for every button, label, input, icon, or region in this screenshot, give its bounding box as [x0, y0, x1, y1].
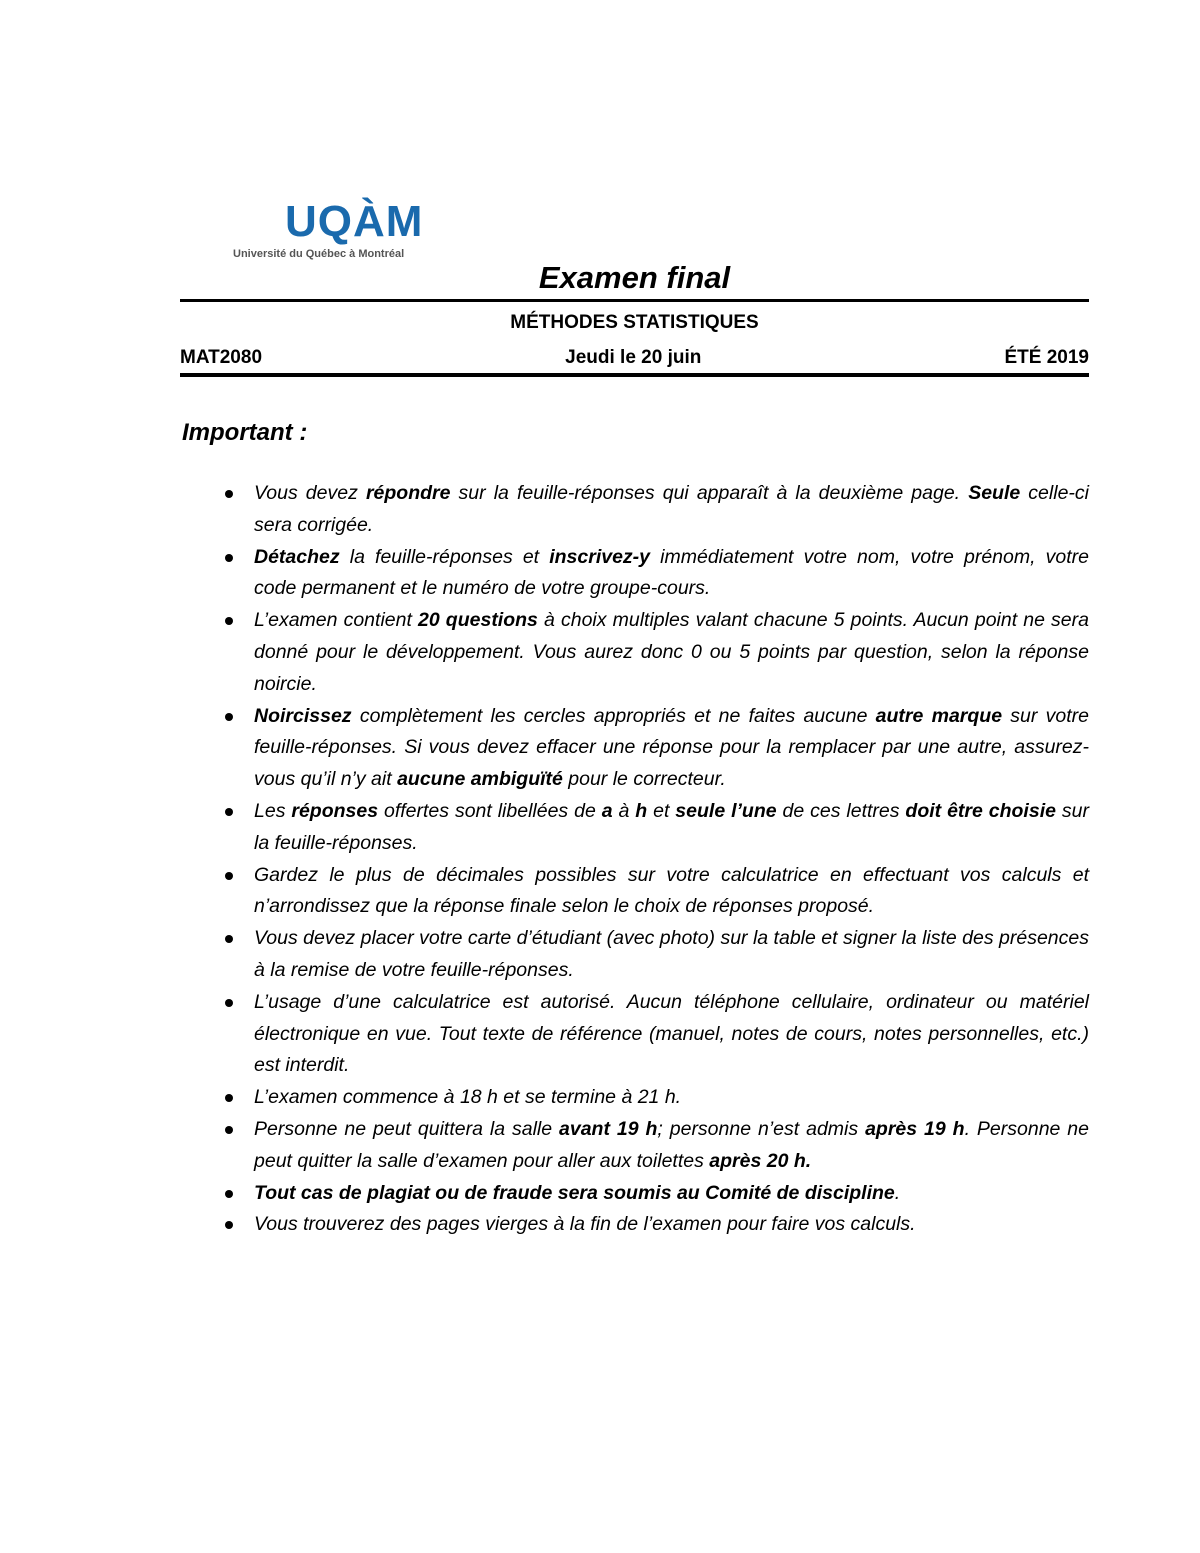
instruction-text: L’usage d’une calculatrice est autorisé. Aucun téléphone cellulaire, ordinateur ou matériel électronique en vue. Tout texte de référence (manuel, notes de cours, notes personnelles, etc.) est interdit.	[254, 990, 1089, 1077]
instruction-item	[180, 796, 1089, 860]
instruction-text: ; personne n’est admis	[657, 1117, 866, 1140]
instruction-emphasis: h	[635, 799, 648, 822]
instruction-text: sur la feuille-réponses.	[254, 799, 1089, 854]
instruction-text: Vous devez placer votre carte d’étudiant (avec photo) sur la table et signer la liste des présences à la remise de votre feuille-réponses.	[254, 927, 1089, 981]
instruction-emphasis: après 20 h.	[709, 1149, 812, 1172]
exam-date: Jeudi le 20 juin	[565, 347, 702, 368]
instruction-text: sur votre feuille-réponses. Si vous devez effacer une réponse pour la remplacer par une autre, assurez-vous qu’il n’y ait	[254, 704, 1089, 791]
instruction-emphasis: autre marque	[875, 704, 1003, 727]
instruction-text: . Personne ne peut quitter la salle d’examen pour aller aux toilettes	[254, 1117, 1089, 1172]
instruction-emphasis: répondre	[365, 482, 451, 504]
instruction-text: L’examen contient	[254, 609, 418, 632]
instruction-item	[180, 860, 1089, 924]
logo-subtitle: Université du Québec à Montréal	[233, 248, 405, 260]
instruction-text: de ces lettres	[776, 799, 906, 822]
instruction-emphasis: Noircissez	[254, 704, 352, 727]
instruction-text: celle-ci sera corrigée.	[254, 482, 1089, 536]
instruction-text: Vous trouverez des pages vierges à la fin de l’examen pour faire vos calculs.	[254, 1213, 916, 1236]
instruction-item	[180, 1209, 1089, 1241]
instruction-text: immédiatement votre nom, votre prénom, votre code permanent et le numéro de votre groupe-cours.	[254, 545, 1089, 600]
instruction-text: à choix multiples valant chacune 5 points. Aucun point ne sera donné pour le développement. Vous aurez donc 0 ou 5 points par question, selon la réponse noircie.	[254, 609, 1089, 695]
instruction-list	[180, 478, 1089, 1241]
instruction-item	[180, 605, 1089, 700]
header-top-rule	[180, 299, 1089, 302]
instruction-emphasis: inscrivez-y	[549, 545, 651, 568]
instruction-emphasis: réponses	[291, 799, 379, 822]
instruction-text: la feuille-réponses et	[339, 545, 550, 568]
exam-term: ÉTÉ 2019	[1004, 347, 1089, 368]
instruction-emphasis: Tout cas de plagiat ou de fraude sera soumis au Comité de discipline	[254, 1181, 895, 1204]
instruction-text: Les	[254, 799, 292, 822]
instruction-text: et	[647, 799, 676, 822]
university-logo	[233, 197, 433, 260]
instruction-item	[180, 987, 1089, 1082]
instruction-emphasis: avant 19 h	[559, 1117, 658, 1140]
instruction-emphasis: 20 questions	[418, 609, 538, 632]
instruction-text: .	[894, 1181, 901, 1204]
instruction-item	[180, 923, 1089, 987]
course-subject: MÉTHODES STATISTIQUES	[510, 312, 759, 333]
instruction-text: Vous devez	[254, 482, 366, 504]
instruction-text: à	[612, 799, 636, 822]
instruction-text: offertes sont libellées de	[378, 799, 602, 822]
logo-mark: UQÀM	[285, 197, 424, 246]
course-code: MAT2080	[180, 347, 263, 368]
instruction-emphasis: après 19 h	[865, 1117, 965, 1140]
header-bottom-rule	[180, 373, 1089, 377]
instruction-text: complètement les cercles appropriés et ne faites aucune	[351, 704, 876, 727]
instruction-emphasis: seule l’une	[675, 799, 777, 822]
instruction-text: pour le correcteur.	[562, 768, 726, 791]
instruction-emphasis: Détachez	[254, 545, 340, 568]
exam-title: Examen final	[538, 260, 731, 295]
instruction-item	[180, 701, 1089, 796]
instruction-item	[180, 1082, 1089, 1114]
instruction-item	[180, 1114, 1089, 1178]
instruction-item	[180, 478, 1089, 542]
exam-meta-row	[180, 345, 1089, 371]
instruction-item	[180, 1178, 1089, 1210]
instruction-text: Gardez le plus de décimales possibles sur votre calculatrice en effectuant vos calculs et n’arrondissez que la réponse finale selon le choix de réponses proposé.	[254, 863, 1089, 918]
instruction-text: Personne ne peut quittera la salle	[254, 1117, 559, 1140]
instruction-emphasis: aucune ambiguïté	[397, 768, 563, 791]
instruction-emphasis: doit être choisie	[905, 799, 1056, 822]
important-heading: Important :	[182, 419, 308, 446]
instruction-item	[180, 542, 1089, 606]
instruction-text: L’examen commence à 18 h et se termine à 21 h.	[254, 1086, 682, 1109]
instruction-emphasis: Seule	[968, 482, 1021, 504]
instruction-emphasis: a	[601, 799, 613, 822]
instruction-text: sur la feuille-réponses qui apparaît à la deuxième page.	[450, 482, 969, 504]
